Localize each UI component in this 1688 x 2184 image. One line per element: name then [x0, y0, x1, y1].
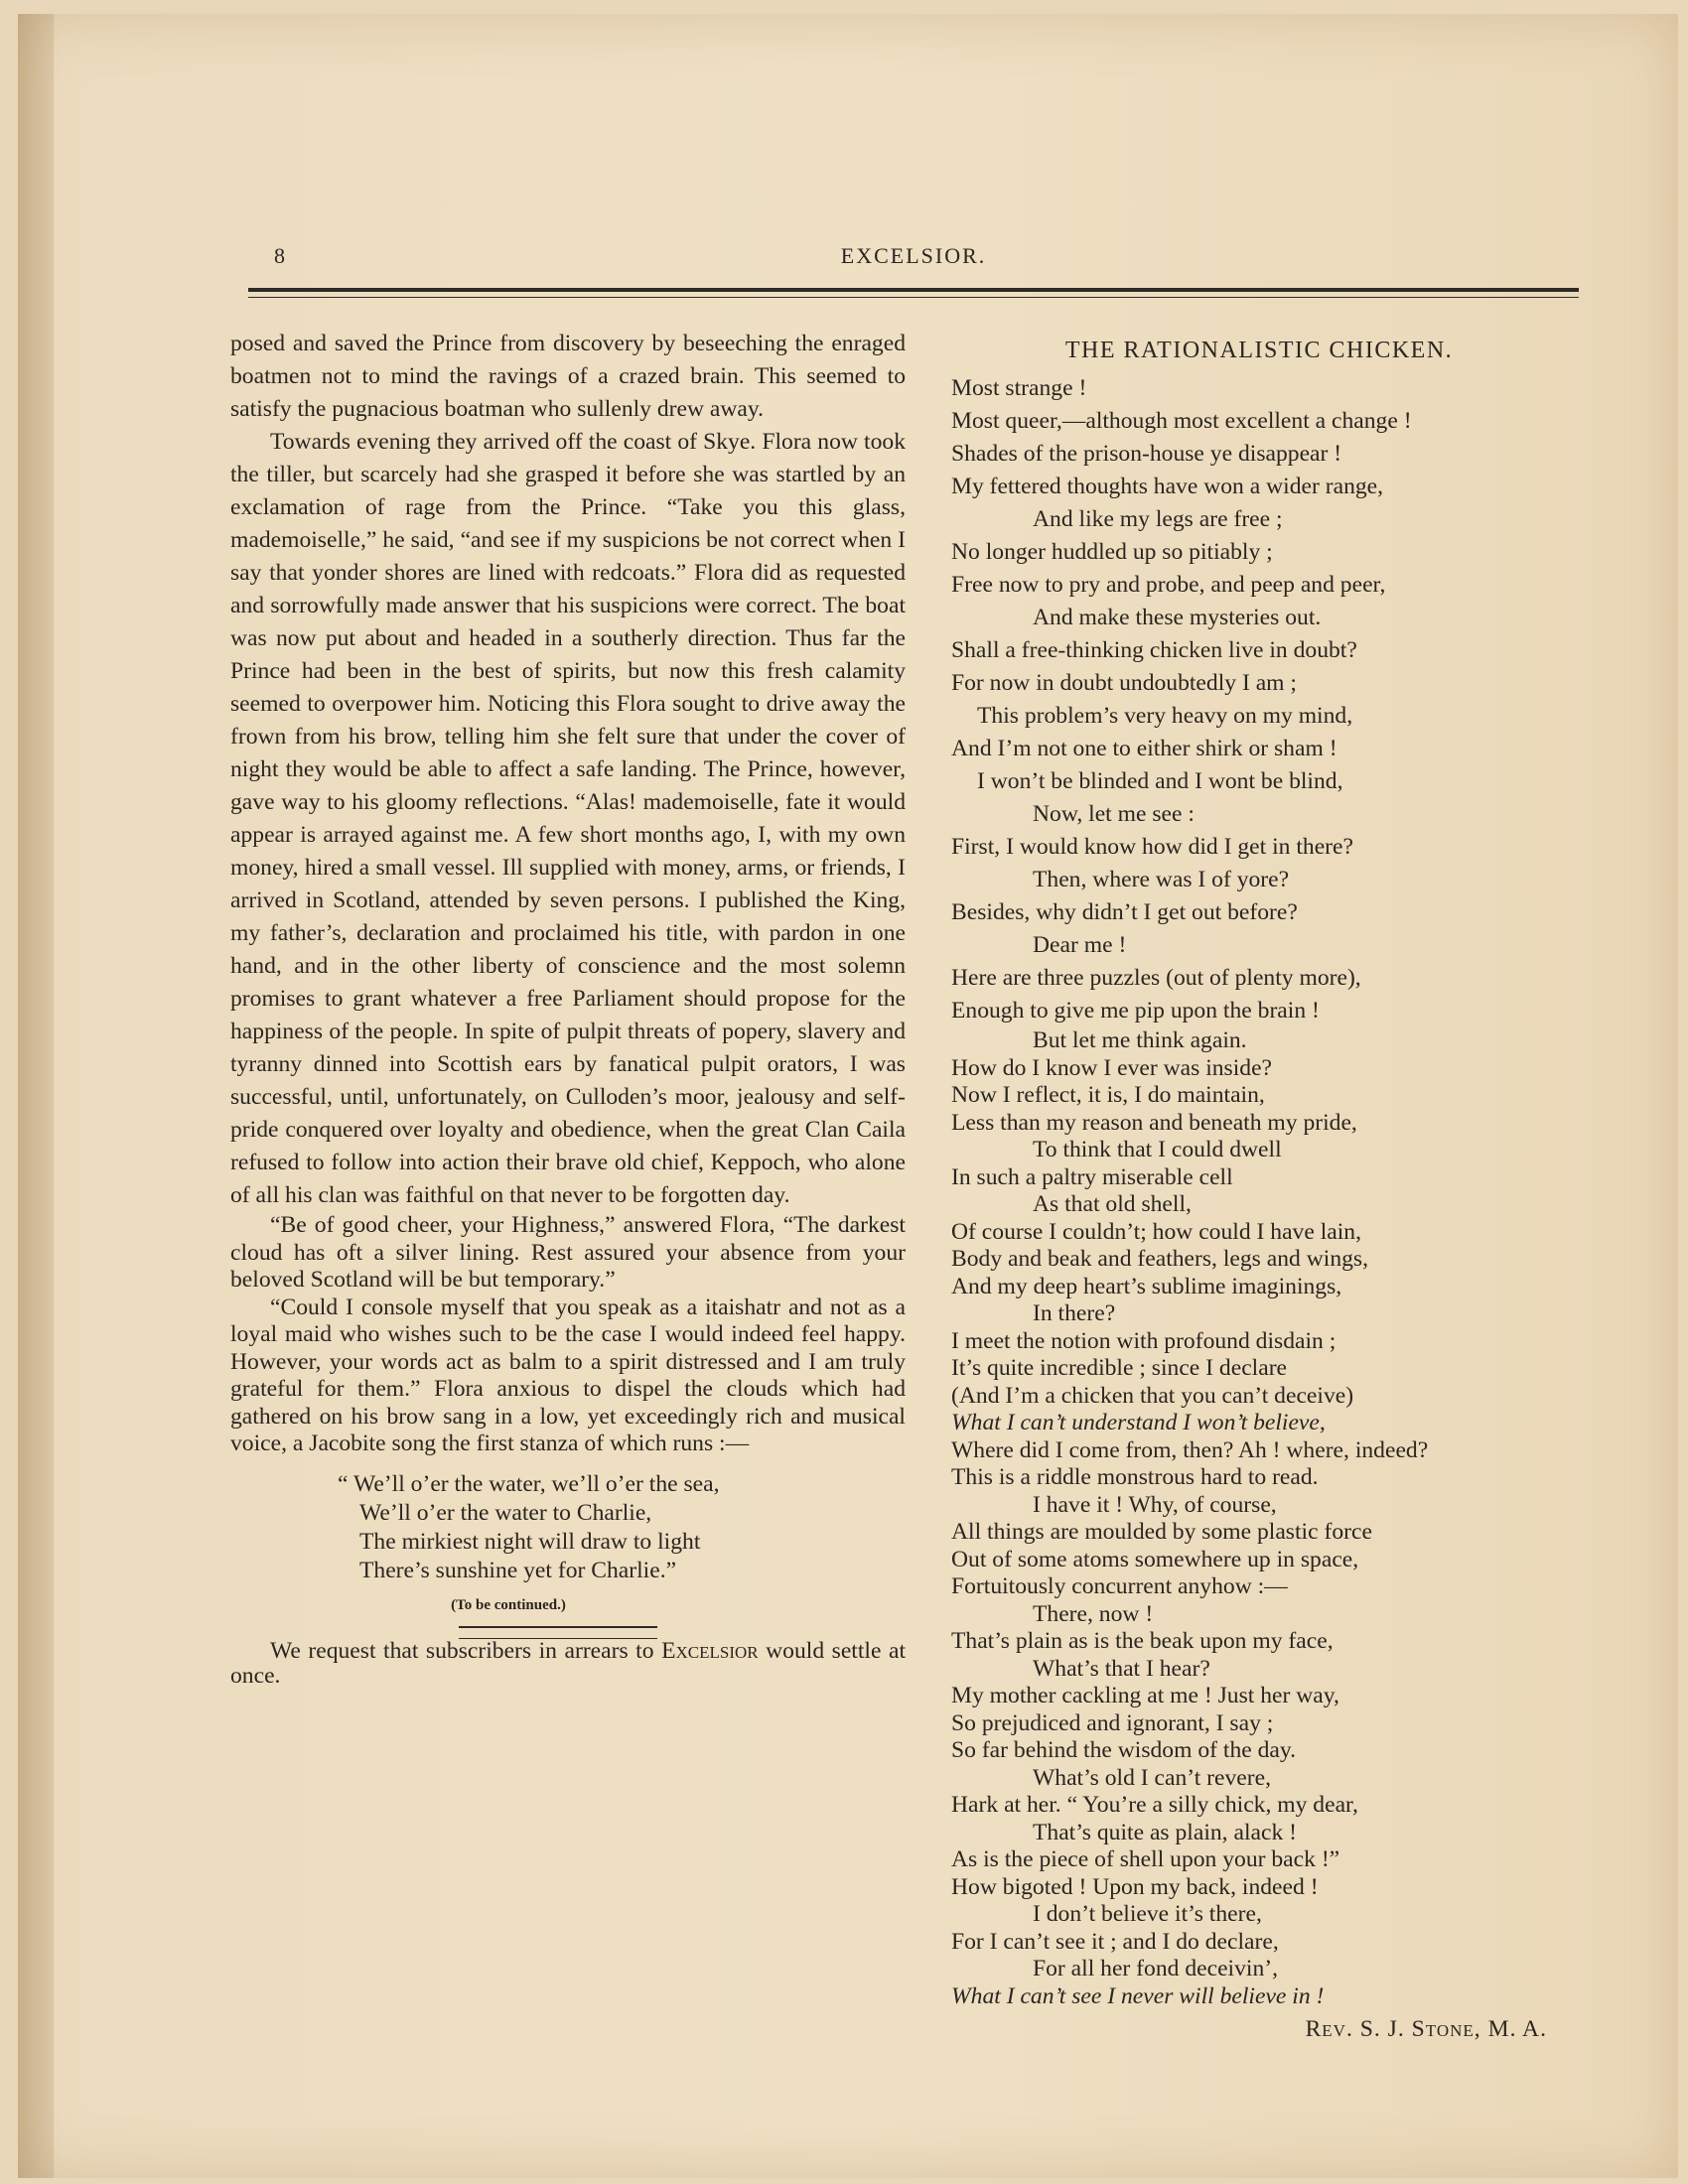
paragraph: “Be of good cheer, your Highness,” answered Flora, “The darkest cloud has oft a silver lining. Rest assured your absence from your beloved Scotland will be but temporary.”: [230, 1212, 906, 1293]
poem-signature: Rev. S. J. Stone, M. A.: [1305, 2016, 1547, 2042]
poem-line: Less than my reason and beneath my pride,: [951, 1109, 1357, 1136]
poem-line: What’s that I hear?: [1033, 1655, 1210, 1682]
poem-line: Body and beak and feathers, legs and wings,: [951, 1246, 1368, 1272]
poem-line: Out of some atoms somewhere up in space,: [951, 1546, 1359, 1572]
jacobite-song-verse: [338, 1470, 906, 1585]
poem-line: What I can’t understand I won’t believe,: [951, 1410, 1326, 1435]
verse-line: There’s sunshine yet for Charlie.”: [359, 1557, 677, 1583]
poem-line: My fettered thoughts have won a wider range,: [951, 474, 1384, 499]
poem-line: In there?: [1033, 1300, 1116, 1326]
poem-line: Most queer,—although most excellent a change !: [951, 408, 1412, 434]
paragraph: “Could I console myself that you speak as a itaishatr and not as a loyal maid who wishes such to be the case I would indeed feel happy. However, your words act as balm to a spirit distressed and I am truly grateful for them.” Flora anxious to dispel the clouds which had gathered on his brow sang in a low, yet exceedingly rich and musical voice, a Jacobite song the first stanza of which runs :—: [230, 1294, 906, 1456]
poem-line: Dear me !: [1033, 932, 1127, 958]
poem-line: Shades of the prison-house ye disappear !: [951, 441, 1342, 467]
poem-line: Most strange !: [951, 375, 1087, 401]
poem-line: (And I’m a chicken that you can’t deceive): [951, 1382, 1354, 1409]
poem-line: And like my legs are free ;: [1033, 506, 1283, 532]
poem-line: I have it ! Why, of course,: [1033, 1491, 1277, 1518]
poem-line: This problem’s very heavy on my mind,: [977, 703, 1353, 729]
poem: [951, 372, 1567, 2010]
poem-line: And I’m not one to either shirk or sham !: [951, 736, 1337, 761]
poem-line: That’s plain as is the beak upon my face,: [951, 1628, 1334, 1654]
poem-line: It’s quite incredible ; since I declare: [951, 1355, 1288, 1381]
poem-line: Now, let me see :: [1033, 801, 1195, 827]
page-number: 8: [274, 243, 285, 268]
poem-line: My mother cackling at me ! Just her way,: [951, 1683, 1339, 1708]
paragraph: posed and saved the Prince from discovery by beseeching the enraged boatmen not to mind the ravings of a crazed brain. This seemed to satisfy the pugnacious boatman who sullenly drew away.: [230, 331, 906, 422]
poem-line: In such a paltry miserable cell: [951, 1163, 1233, 1190]
poem-line: How do I know I ever was inside?: [951, 1054, 1273, 1081]
poem-line: This is a riddle monstrous hard to read.: [951, 1464, 1319, 1490]
poem-line: That’s quite as plain, alack !: [1033, 1819, 1297, 1845]
poem-line: For now in doubt undoubtedly I am ;: [951, 670, 1297, 696]
poem-line: Here are three puzzles (out of plenty more),: [951, 965, 1361, 991]
page-header: [248, 243, 1579, 275]
poem-title: THE RATIONALISTIC CHICKEN.: [1064, 338, 1454, 363]
poem-line: For I can’t see it ; and I do declare,: [951, 1928, 1279, 1955]
verse-line: We’ll o’er the water to Charlie,: [359, 1499, 652, 1526]
poem-line: And my deep heart’s sublime imaginings,: [951, 1273, 1342, 1299]
poem-line: There, now !: [1033, 1600, 1154, 1627]
poem-line: Of course I couldn’t; how could I have lain,: [951, 1218, 1361, 1245]
poem-line: Now I reflect, it is, I do maintain,: [951, 1082, 1265, 1108]
notice-text-end: would settle at once.: [230, 1637, 906, 1689]
verse-line: The mirkiest night will draw to light: [359, 1528, 701, 1555]
poem-line: For all her fond deceivin’,: [1033, 1956, 1278, 1981]
poem-line: I won’t be blinded and I wont be blind,: [977, 768, 1343, 794]
poem-line: Hark at her. “ You’re a silly chick, my dear,: [951, 1792, 1358, 1818]
poem-line: Enough to give me pip upon the brain !: [951, 998, 1320, 1024]
notice-text: We request that subscribers in arrears to: [270, 1637, 654, 1664]
poem-line: I meet the notion with profound disdain ;: [951, 1327, 1336, 1354]
right-column: [951, 338, 1567, 2043]
subscriber-notice: [230, 1639, 906, 1689]
poem-line: What’s old I can’t revere,: [1033, 1764, 1271, 1791]
poem-line: As that old shell,: [1033, 1191, 1192, 1217]
poem-line: As is the piece of shell upon your back !”: [951, 1846, 1340, 1872]
poem-line: So prejudiced and ignorant, I say ;: [951, 1709, 1274, 1736]
poem-line: To think that I could dwell: [1033, 1137, 1282, 1162]
poem-line: Free now to pry and probe, and peep and peer,: [951, 572, 1386, 598]
poem-line: Where did I come from, then? Ah ! where, indeed?: [951, 1436, 1429, 1463]
poem-line: All things are moulded by some plastic force: [951, 1519, 1372, 1545]
poem-line: And make these mysteries out.: [1033, 605, 1322, 630]
notice-publication: Excelsior: [661, 1637, 759, 1664]
poem-line: Fortuitously concurrent anyhow :—: [951, 1573, 1288, 1599]
header-rule: [248, 288, 1579, 292]
left-column: [230, 328, 906, 1689]
poem-line: Besides, why didn’t I get out before?: [951, 899, 1298, 925]
header-rule-thin: [248, 297, 1579, 298]
poem-line: How bigoted ! Upon my back, indeed !: [951, 1873, 1319, 1900]
poem-line: I don’t believe it’s there,: [1033, 1901, 1262, 1927]
paragraph: Towards evening they arrived off the coast of Skye. Flora now took the tiller, but scarcely had she grasped it before she was startled by an exclamation of rage from the Prince. “Take you this glass, mademoiselle,” he said, “and see if my suspicions be not correct when I say that yonder shores are lined with redcoats.” Flora did as requested and sorrowfully made answer that his suspicions were correct. The boat was now put about and headed in a southerly direction. Thus far the Prince had been in the best of spirits, but now this fresh calamity seemed to overpower him. Noticing this Flora sought to drive away the frown from his brow, telling him she felt sure that under the cover of night they would be able to affect a safe landing. The Prince, however, gave way to his gloomy reflections. “Alas! mademoiselle, fate it would appear is arrayed against me. A few short months ago, I, with my own money, hired a small vessel. Ill supplied with money, arms, or friends, I arrived in Scotland, attended by seven persons. I published the King, my father’s, declaration and proclaimed his title, with pardon in one hand, and in the other liberty of conscience and the most solemn promises to grant whatever a free Parliament should propose for the happiness of the people. In spite of pulpit threats of popery, slavery and tyranny dinned into Scottish ears by fanatical pulpit orators, I was successful, until, unfortunately, on Culloden’s moor, jealousy and self-pride conquered over loyalty and obedience, when the great Clan Caila refused to follow into action their brave old chief, Keppoch, who alone of all his clan was faithful on that never to be forgotten day.: [230, 429, 906, 1208]
poem-line: First, I would know how did I get in there?: [951, 834, 1353, 860]
running-title: EXCELSIOR.: [840, 243, 987, 268]
poem-line: So far behind the wisdom of the day.: [951, 1737, 1297, 1763]
poem-line: But let me think again.: [1033, 1027, 1247, 1053]
poem-line: What I can’t see I never will believe in !: [951, 1982, 1325, 2009]
page-crease: [18, 14, 54, 2178]
poem-line: Shall a free-thinking chicken live in doubt?: [951, 637, 1357, 663]
poem-line: Then, where was I of yore?: [1033, 867, 1290, 892]
section-rule: [459, 1626, 657, 1628]
poem-line: No longer huddled up so pitiably ;: [951, 539, 1273, 565]
to-be-continued: (To be continued.): [451, 1596, 566, 1613]
verse-line: “ We’ll o’er the water, we’ll o’er the sea,: [338, 1470, 720, 1497]
